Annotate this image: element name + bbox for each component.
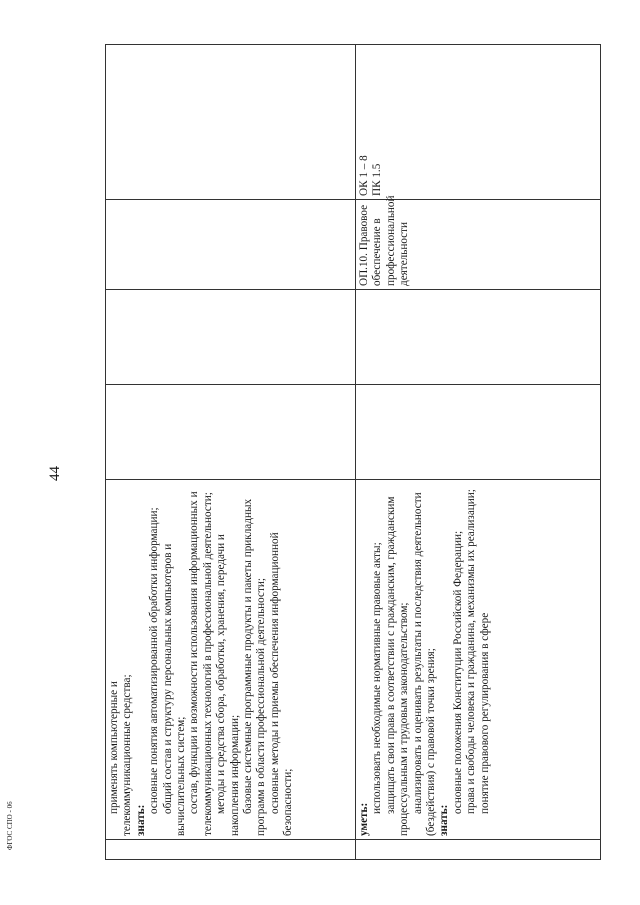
table-cell	[106, 290, 356, 385]
competency-item: основные понятия автоматизированной обработки информации;	[148, 507, 161, 814]
competency-item: телекоммуникационные средства;	[121, 674, 134, 836]
footer-code: ФГОС СПО - 06	[6, 801, 14, 850]
competency-item: основные методы и приемы обеспечения информационной безопасности;	[268, 532, 295, 836]
competency-code: ПК 1.5	[371, 163, 384, 196]
table-cell	[106, 840, 356, 860]
competency-item: защищать свои права в соответствии с гражданским, гражданским процессуальным и трудовым законодательством;	[384, 496, 411, 836]
rotated-table-wrapper	[105, 45, 600, 860]
competency-item: использовать необходимые нормативные правовые акты;	[371, 542, 384, 814]
competency-item: методы и средства сбора, обработки, хранения, передачи и накопления информации;	[215, 534, 241, 836]
competencies-cell	[356, 45, 601, 200]
table-row	[356, 45, 601, 860]
competency-item: общий состав и структуру персональных компьютеров и вычислительных систем;	[161, 543, 188, 836]
discipline-cell: ОП.10. Правовое обеспечение в профессиональной деятельности	[356, 200, 601, 290]
competency-item: права и свободы человека и гражданина, механизмы их реализации;	[465, 489, 478, 814]
competency-text-cell	[356, 480, 601, 840]
competency-item: состав, функции и возможности использования информационных и телекоммуникационных технологий в профессиональной деятельности;	[188, 491, 214, 836]
table-cell	[106, 45, 356, 200]
table-row	[106, 45, 356, 860]
section-label: знать:	[134, 804, 147, 836]
table-cell	[106, 200, 356, 290]
competency-text-cell	[106, 480, 356, 840]
competency-code: ОК 1 – 8	[358, 155, 370, 196]
competency-item: анализировать и оценивать результаты и последствия деятельности (бездействия) с правовой точки зрения;	[411, 492, 438, 836]
competency-item: понятие правового регулирования в сфере	[478, 612, 491, 814]
competency-item: применять компьютерные и	[108, 681, 120, 814]
competency-item: базовые системные программные продукты и пакеты прикладных программ в области профессиональной деятельности;	[242, 498, 268, 836]
page-number: 44	[47, 466, 63, 481]
table-cell	[356, 290, 601, 385]
curriculum-table	[105, 44, 601, 860]
section-label: уметь:	[358, 802, 370, 836]
competency-item: основные положения Конституции Российской Федерации;	[451, 530, 464, 814]
section-label: знать:	[438, 804, 451, 836]
table-cell	[356, 385, 601, 480]
table-cell	[106, 385, 356, 480]
table-cell	[356, 840, 601, 860]
